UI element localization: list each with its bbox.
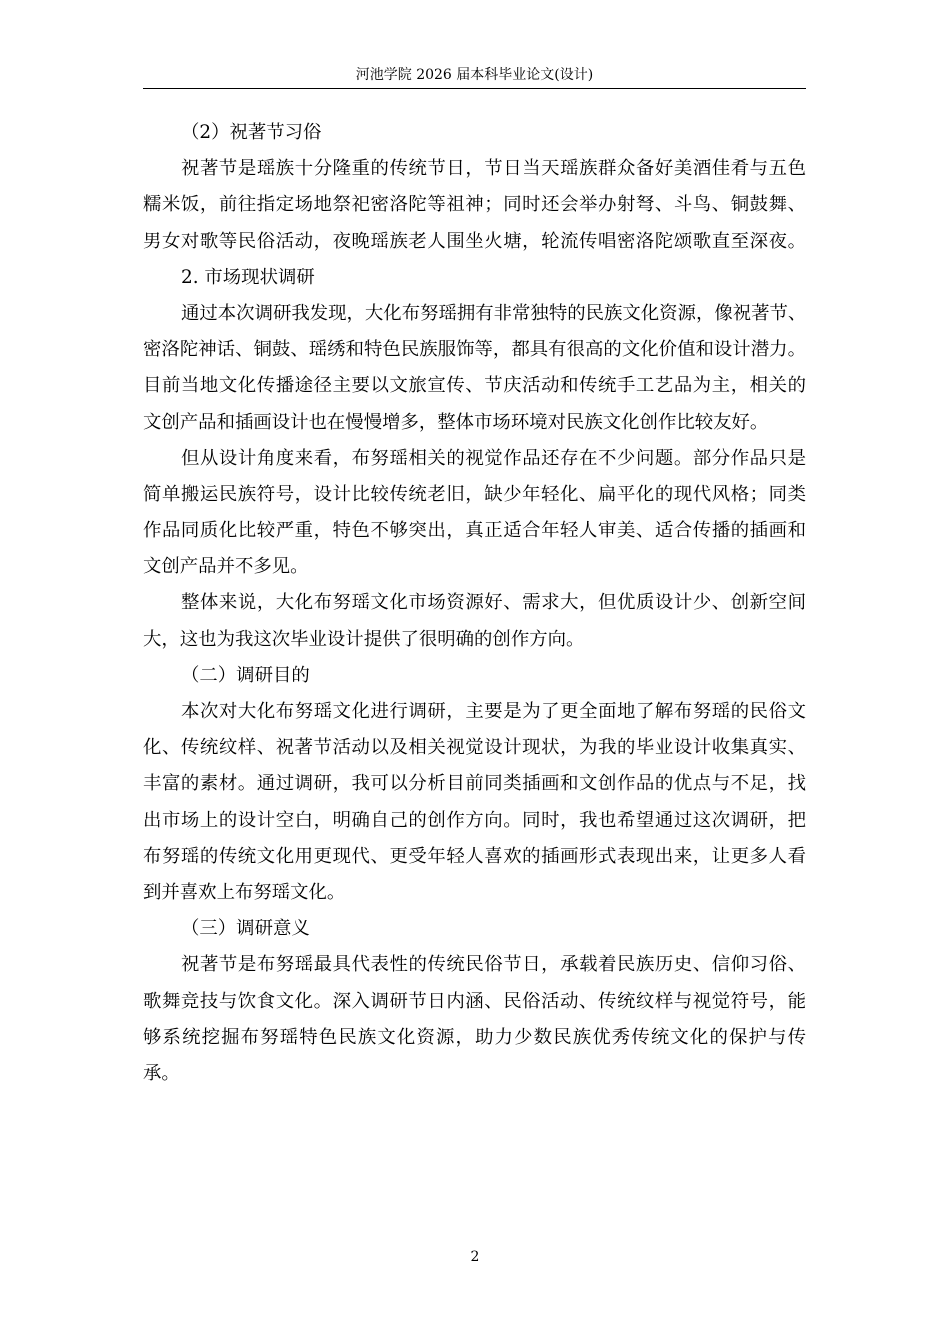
paragraph-line: 目前当地文化传播途径主要以文旅宣传、节庆活动和传统手工艺品为主，相关的	[143, 375, 806, 397]
paragraph-line: 祝著节是瑶族十分隆重的传统节日，节日当天瑶族群众备好美酒佳肴与五色	[181, 158, 806, 180]
paragraph-line: 文创产品并不多见。	[143, 556, 309, 578]
section-heading-research-purpose: （二）调研目的	[181, 664, 310, 686]
paragraph-line: 本次对大化布努瑶文化进行调研，主要是为了更全面地了解布努瑶的民俗文	[181, 701, 806, 722]
paragraph-line: 祝著节是布努瑶最具代表性的传统民俗节日，承载着民族历史、信仰习俗、	[181, 954, 806, 976]
paragraph-line: 文创产品和插画设计也在慢慢增多，整体市场环境对民族文化创作比较友好。	[143, 411, 769, 433]
paragraph-line: 歌舞竞技与饮食文化。深入调研节日内涵、民俗活动、传统纹样与视觉符号，能	[143, 990, 806, 1012]
paragraph-line: 够系统挖掘布努瑶特色民族文化资源，助力少数民族优秀传统文化的保护与传	[143, 1026, 806, 1048]
paragraph-line: 整体来说，大化布努瑶文化市场资源好、需求大，但优质设计少、创新空间	[181, 592, 806, 614]
paragraph-line: 男女对歌等民俗活动，夜晚瑶族老人围坐火塘，轮流传唱密洛陀颂歌直至深夜。	[143, 230, 806, 252]
paragraph-line: 但从设计角度来看，布努瑶相关的视觉作品还存在不少问题。部分作品只是	[181, 447, 806, 469]
page-number: 2	[470, 1249, 480, 1265]
paragraph-line: 丰富的素材。通过调研，我可以分析目前同类插画和文创作品的优点与不足，找	[143, 773, 806, 795]
paragraph-line: 简单搬运民族符号，设计比较传统老旧，缺少年轻化、扁平化的现代风格；同类	[143, 483, 806, 505]
paragraph-line: 到并喜欢上布努瑶文化。	[143, 881, 346, 903]
paragraph-line: 布努瑶的传统文化用更现代、更受年轻人喜欢的插画形式表现出来，让更多人看	[143, 845, 806, 867]
paragraph-line: 承。	[143, 1062, 180, 1084]
section-heading-research-significance: （三）调研意义	[181, 918, 310, 940]
subsection-heading-festival-customs: （2）祝著节习俗	[181, 122, 322, 143]
document-body	[143, 115, 806, 1092]
paragraph-line: 大，这也为我这次毕业设计提供了很明确的创作方向。	[143, 628, 585, 650]
paragraph-line: 出市场上的设计空白，明确自己的创作方向。同时，我也希望通过这次调研，把	[143, 809, 806, 831]
page-header: 河池学院 2026 届本科毕业论文(设计)	[143, 62, 806, 89]
paragraph-line: 作品同质化比较严重，特色不够突出，真正适合年轻人审美、适合传播的插画和	[143, 520, 806, 542]
paragraph-line: 通过本次调研我发现，大化布努瑶拥有非常独特的民族文化资源，像祝著节、	[181, 302, 806, 324]
paragraph-line: 糯米饭，前往指定场地祭祀密洛陀等祖神；同时还会举办射弩、斗鸟、铜鼓舞、	[143, 194, 806, 216]
paragraph-line: 密洛陀神话、铜鼓、瑶绣和特色民族服饰等，都具有很高的文化价值和设计潜力。	[143, 339, 806, 361]
paragraph-line: 化、传统纹样、祝著节活动以及相关视觉设计现状，为我的毕业设计收集真实、	[143, 737, 806, 759]
subsection-heading-market-research: 2. 市场现状调研	[181, 266, 315, 288]
